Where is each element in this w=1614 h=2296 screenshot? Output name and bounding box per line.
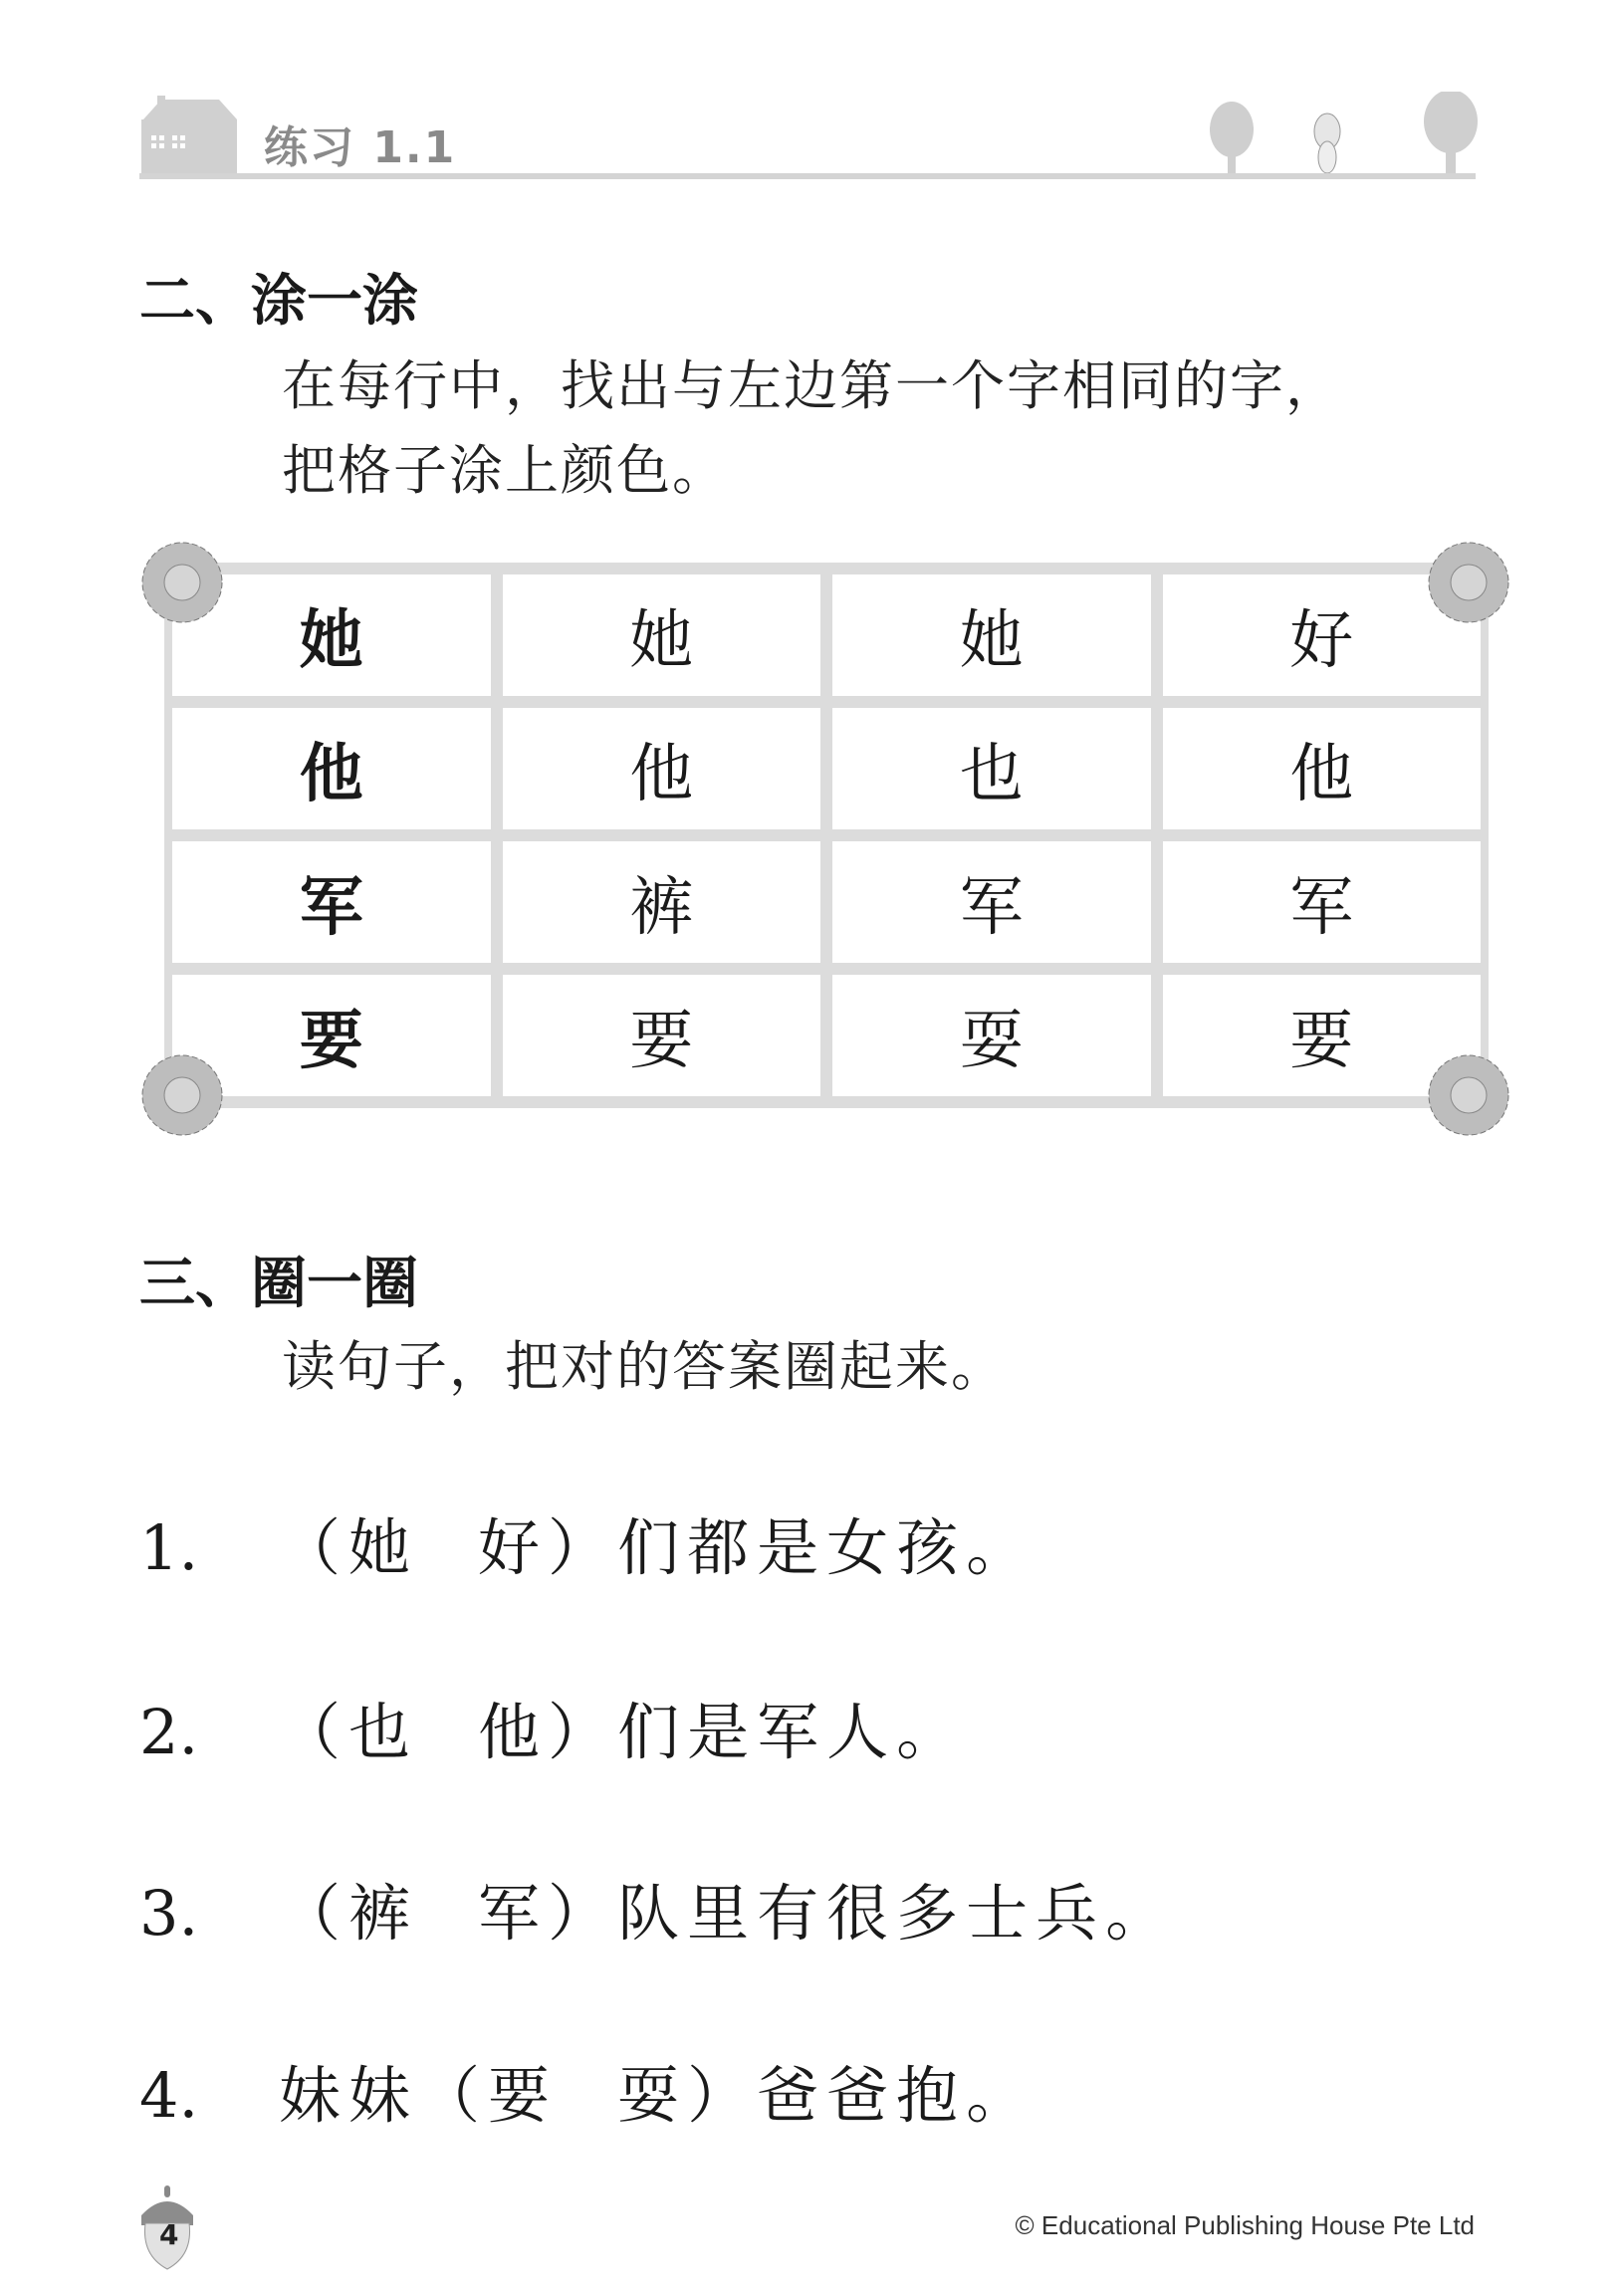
choice-b[interactable]: 耍 [617, 2059, 688, 2132]
header-divider [139, 173, 1476, 179]
close-paren: ） [687, 2059, 758, 2132]
choice-b[interactable]: 军 [478, 1877, 549, 1950]
question-number: 1. [139, 1511, 199, 1584]
question-number: 4. [139, 2059, 199, 2132]
question-3 [139, 1864, 1175, 1952]
grid-cell[interactable]: 她 [832, 574, 1151, 696]
page-number: 4 [159, 2218, 179, 2251]
reference-character-cell: 他 [172, 708, 491, 829]
flower-corner-icon [137, 1050, 227, 1140]
choice-b[interactable]: 好 [478, 1511, 549, 1584]
exercise-title: 练习 1.1 [264, 122, 457, 173]
sentence-suffix: 队里有很多士兵。 [617, 1877, 1176, 1950]
trees-squirrel-decoration-icon [1210, 92, 1479, 177]
open-paren: （ [418, 2059, 489, 2132]
choice-b[interactable]: 他 [478, 1696, 549, 1768]
choice-a[interactable]: 也 [348, 1696, 419, 1768]
house-icon [139, 96, 239, 175]
close-paren: ） [548, 1696, 618, 1768]
grid-cell[interactable]: 军 [832, 841, 1151, 963]
reference-character-cell: 军 [172, 841, 491, 963]
grid-cell[interactable]: 也 [832, 708, 1151, 829]
section-2-instruction-line-2: 把格子涂上颜色。 [282, 439, 728, 502]
reference-character-cell: 要 [172, 975, 491, 1096]
question-4 [139, 2046, 1036, 2135]
flower-corner-icon [1424, 538, 1513, 627]
sentence-suffix: 们都是女孩。 [617, 1511, 1037, 1584]
question-number: 3. [139, 1877, 199, 1950]
grid-cell[interactable]: 要 [503, 975, 821, 1096]
grid-cell[interactable]: 要 [1163, 975, 1482, 1096]
close-paren: ） [548, 1877, 618, 1950]
section-3-heading: 三、圈一圈 [139, 1252, 418, 1316]
grid-cell[interactable]: 裤 [503, 841, 821, 963]
section-3-instruction: 读句子，把对的答案圈起来。 [282, 1335, 1007, 1398]
flower-corner-icon [137, 538, 227, 627]
open-paren: （ [279, 1511, 349, 1584]
coloring-grid [164, 563, 1489, 1108]
close-paren: ） [548, 1511, 618, 1584]
open-paren: （ [279, 1877, 349, 1950]
copyright: © Educational Publishing House Pte Ltd [1015, 2210, 1475, 2240]
grid-cell[interactable]: 好 [1163, 574, 1482, 696]
grid-cell[interactable]: 他 [1163, 708, 1482, 829]
question-2 [139, 1683, 966, 1771]
sentence-suffix: 们是军人。 [617, 1696, 967, 1768]
choice-a[interactable]: 要 [488, 2059, 559, 2132]
grid-cell[interactable]: 耍 [832, 975, 1151, 1096]
question-1 [139, 1498, 1036, 1587]
choice-a[interactable]: 裤 [348, 1877, 419, 1950]
section-2-heading: 二、涂一涂 [139, 269, 418, 334]
reference-character-cell: 她 [172, 574, 491, 696]
sentence-prefix: 妹妹 [279, 2059, 419, 2132]
grid-cell[interactable]: 她 [503, 574, 821, 696]
open-paren: （ [279, 1696, 349, 1768]
grid-cell[interactable]: 他 [503, 708, 821, 829]
question-number: 2. [139, 1696, 199, 1768]
sentence-suffix: 爸爸抱。 [757, 2059, 1037, 2132]
flower-corner-icon [1424, 1050, 1513, 1140]
grid-cell[interactable]: 军 [1163, 841, 1482, 963]
section-2-instruction-line-1: 在每行中，找出与左边第一个字相同的字， [282, 354, 1341, 417]
choice-a[interactable]: 她 [348, 1511, 419, 1584]
